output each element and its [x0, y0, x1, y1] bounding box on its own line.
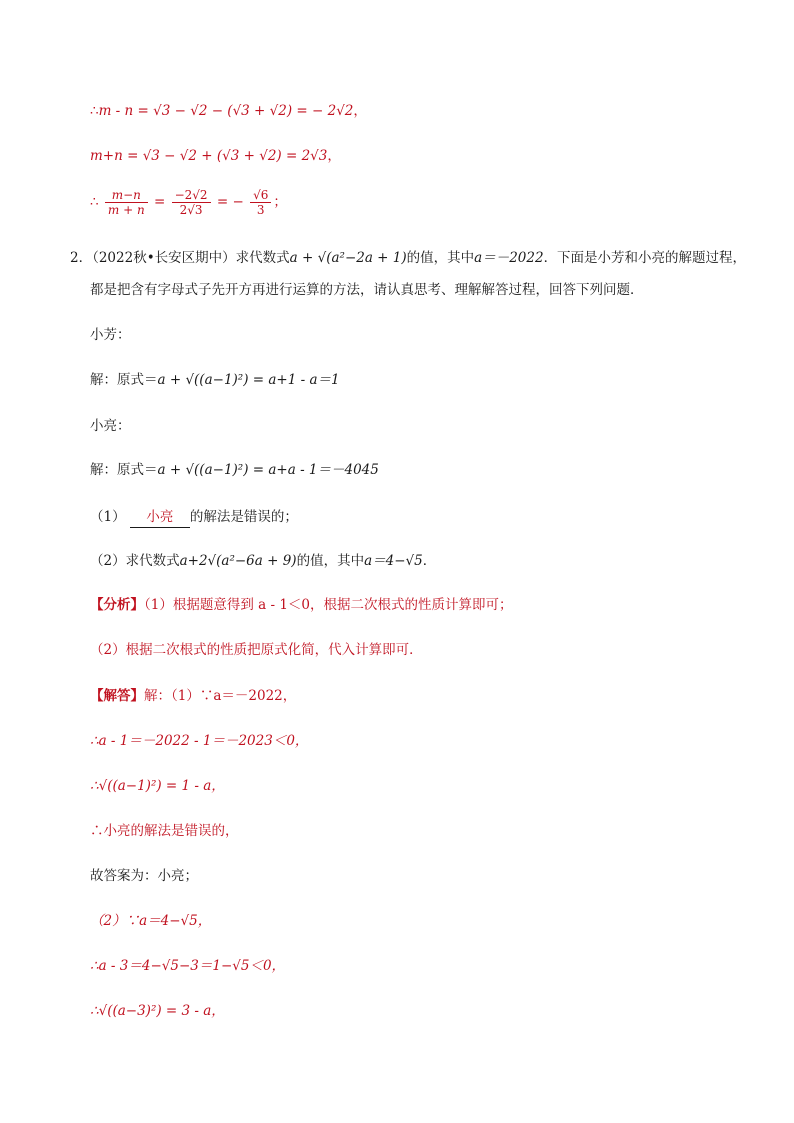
math-expression: m+n = √3 − √2 + (√3 + √2) = 2√3	[90, 148, 328, 164]
problem-2-stem-line-1	[70, 248, 746, 268]
analysis-line-2	[90, 640, 423, 660]
math-condition: a＝4−√5	[364, 553, 423, 569]
answer-tag: 【解答】	[90, 688, 144, 704]
therefore-symbol: ∴	[90, 103, 99, 119]
answer-step-5	[90, 911, 211, 931]
answer-text: ∴小亮的解法是错误的，	[90, 823, 239, 839]
fraction-lhs: $\frac{m-n}{m + n}$	[105, 188, 148, 217]
label-text: 小芳：	[90, 327, 131, 343]
solution-line-m-minus-n	[90, 101, 367, 121]
analysis-text: （2）根据二次根式的性质把原式化简，代入计算即可．	[90, 642, 423, 658]
answer-text: ∴√((a−3)²) = 3 - a，	[90, 1003, 225, 1019]
question-2	[90, 551, 436, 571]
stem-expression: a + √(a²−2a + 1)	[289, 250, 407, 266]
xiaoliang-label	[90, 416, 131, 436]
answer-step-6	[90, 956, 285, 976]
equals: =	[153, 194, 166, 210]
math-expression: a + √((a−1)²) = a+1 - a＝1	[157, 372, 340, 388]
stem-text: 求代数式	[235, 250, 290, 266]
fraction-mid: $\frac{-2√2}{2√3}$	[172, 188, 211, 217]
punct: ；	[273, 194, 287, 210]
answer-text: 解：（1）∵a＝－2022，	[144, 688, 297, 704]
stem-condition: a＝－2022	[474, 250, 544, 266]
punct: ，	[353, 103, 367, 119]
fraction-rhs: $\frac{√6}{3}$	[250, 188, 271, 217]
stem-text: 的值，其中	[406, 250, 475, 266]
answer-text: ∴a - 1＝－2022 - 1＝－2023＜0，	[90, 733, 309, 749]
punct: ．	[422, 553, 437, 569]
math-expression: m - n = √3 − √2 − (√3 + √2) = − 2√2	[98, 103, 354, 119]
problem-2-stem-line-2	[90, 280, 644, 300]
answer-text: ∴√((a−1)²) = 1 - a，	[90, 778, 225, 794]
question-1	[90, 507, 298, 528]
solution-line-m-plus-n	[90, 146, 341, 166]
answer-text: 故答案为：小亮；	[90, 868, 198, 884]
question-number: （1）	[90, 509, 126, 525]
label-text: 小亮：	[90, 418, 131, 434]
solution-line-ratio	[90, 188, 287, 217]
answer-intro	[90, 686, 296, 706]
problem-number: 2．	[70, 250, 93, 266]
analysis-line-1	[90, 595, 513, 615]
answer-step-1	[90, 731, 308, 751]
answer-step-2	[90, 776, 225, 796]
answer-blank: 小亮	[130, 507, 190, 528]
label-text: 解：原式＝	[90, 462, 158, 478]
equals-minus: = −	[216, 194, 244, 210]
problem-source: （2022秋•长安区期中）	[92, 250, 236, 266]
question-text: （2）求代数式	[90, 553, 180, 569]
label-text: 解：原式＝	[90, 372, 158, 388]
math-expression: a+2√(a²−6a + 9)	[179, 553, 297, 569]
answer-step-7	[90, 1001, 225, 1021]
stem-text: ．下面是小芳和小亮的解题过程，	[543, 250, 747, 266]
question-text: 的解法是错误的；	[189, 509, 298, 525]
answer-step-3	[90, 821, 239, 841]
stem-text: 都是把含有字母式子先开方再进行运算的方法，请认真思考、理解解答过程，回答下列问题．	[90, 282, 644, 298]
question-text: 的值，其中	[296, 553, 365, 569]
therefore-symbol: ∴	[90, 194, 99, 210]
analysis-text: （1）根据题意得到 a - 1＜0，根据二次根式的性质计算即可；	[144, 597, 513, 613]
xiaoliang-solution	[90, 460, 379, 480]
xiaofang-solution	[90, 370, 340, 390]
math-expression: a + √((a−1)²) = a+a - 1＝－4045	[157, 462, 379, 478]
answer-step-4	[90, 866, 198, 886]
analysis-tag: 【分析】	[90, 597, 144, 613]
xiaofang-label	[90, 325, 131, 345]
answer-text: ∴a - 3＝4−√5−3＝1−√5＜0，	[90, 958, 286, 974]
punct: ，	[327, 148, 341, 164]
answer-text: （2）∵a＝4−√5，	[90, 913, 212, 929]
